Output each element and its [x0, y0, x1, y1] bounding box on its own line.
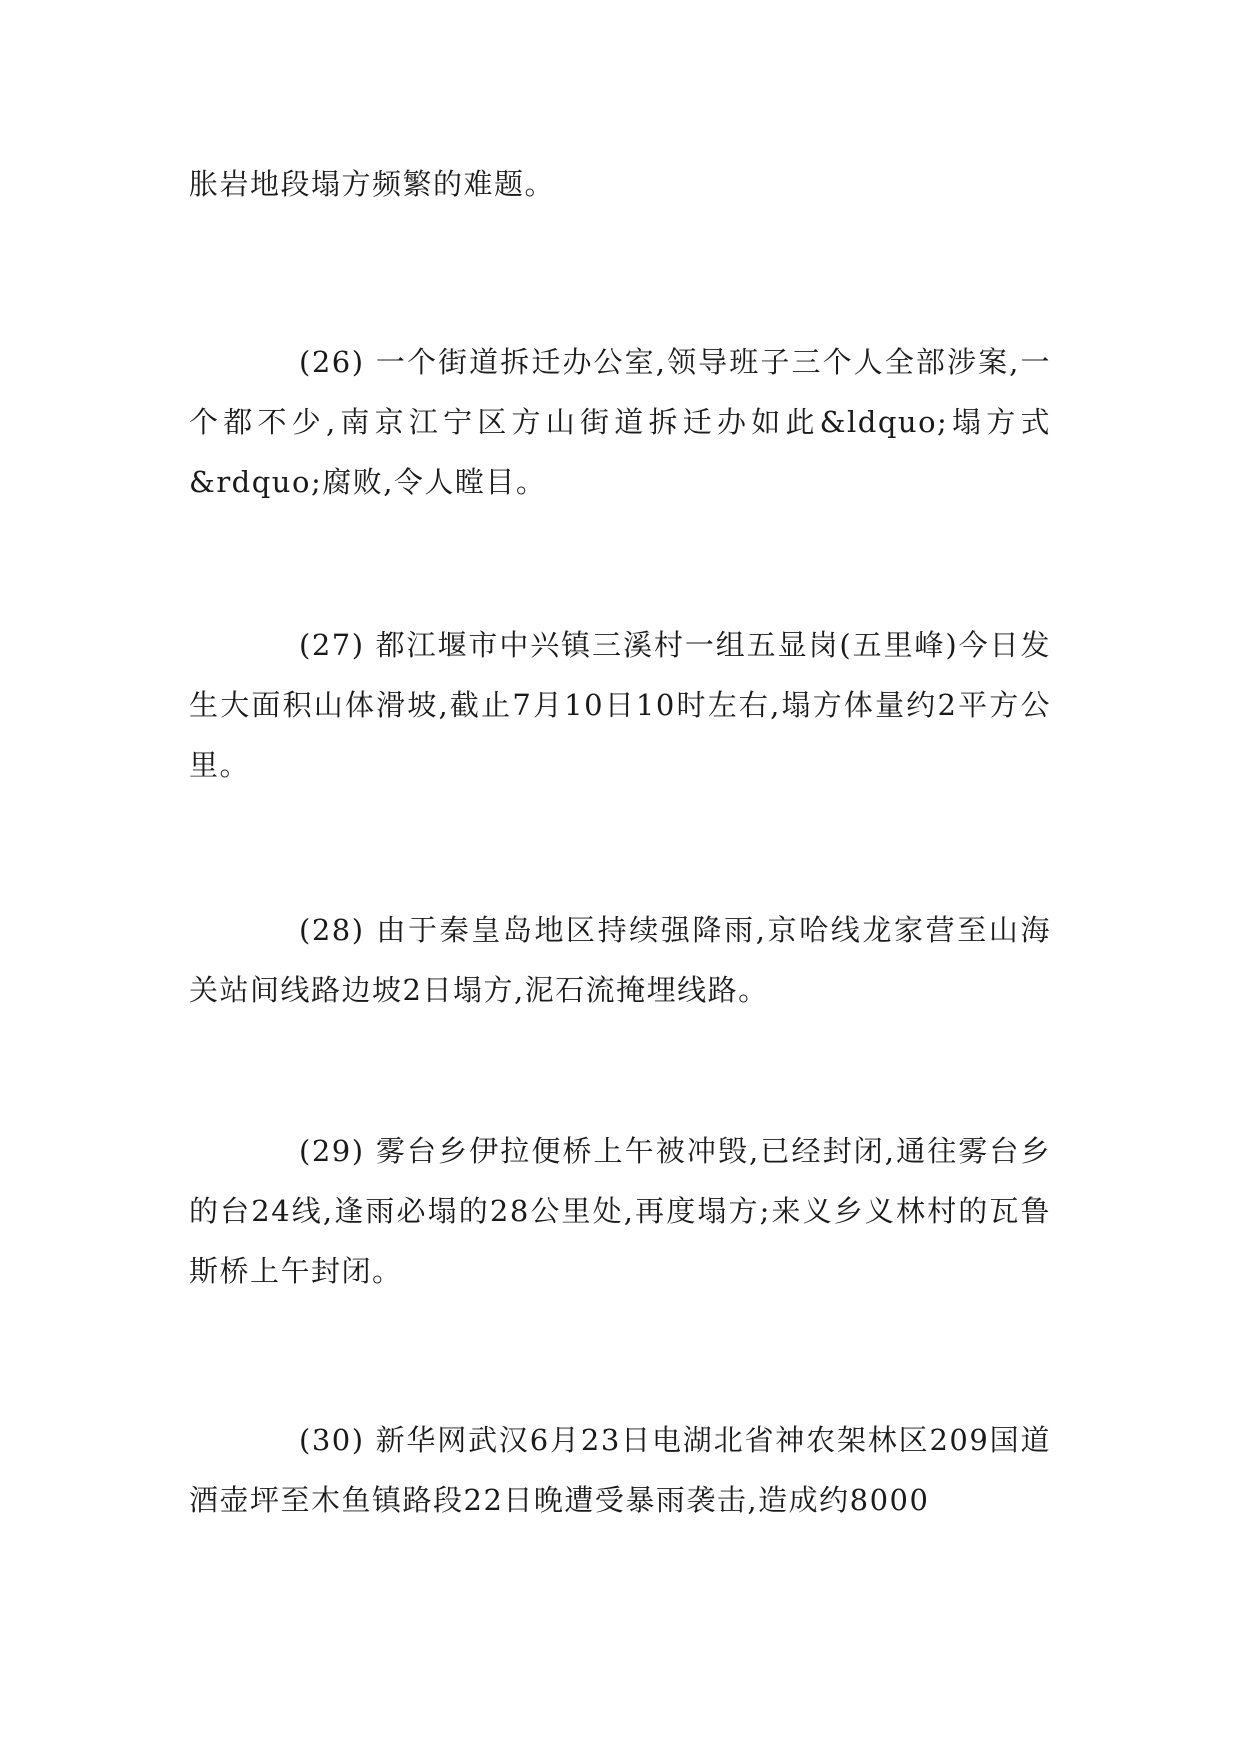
paragraph-28: (28) 由于秦皇岛地区持续强降雨,京哈线龙家营至山海关站间线路边坡2日塌方,泥石流掩埋线路。 — [189, 913, 1051, 1007]
paragraph-29: (29) 雾台乡伊拉便桥上午被冲毁,已经封闭,通往雾台乡的台24线,逢雨必塌的28公里处,再度塌方;来义乡义林村的瓦鲁斯桥上午封闭。 — [189, 1134, 1051, 1288]
paragraph-continuation: 胀岩地段塌方频繁的难题。 — [189, 167, 556, 201]
paragraph-30: (30) 新华网武汉6月23日电湖北省神农架林区209国道酒壶坪至木鱼镇路段22日晚遭受暴雨袭击,造成约8000 — [189, 1423, 1051, 1517]
paragraph-27: (27) 都江堰市中兴镇三溪村一组五显岗(五里峰)今日发生大面积山体滑坡,截止7月10日10时左右,塌方体量约2平方公里。 — [189, 628, 1051, 782]
paragraph-26: (26) 一个街道拆迁办公室,领导班子三个人全部涉案,一个都不少,南京江宁区方山街道拆迁办如此&ldquo;塌方式&rdquo;腐败,令人瞠目。 — [189, 345, 1051, 499]
